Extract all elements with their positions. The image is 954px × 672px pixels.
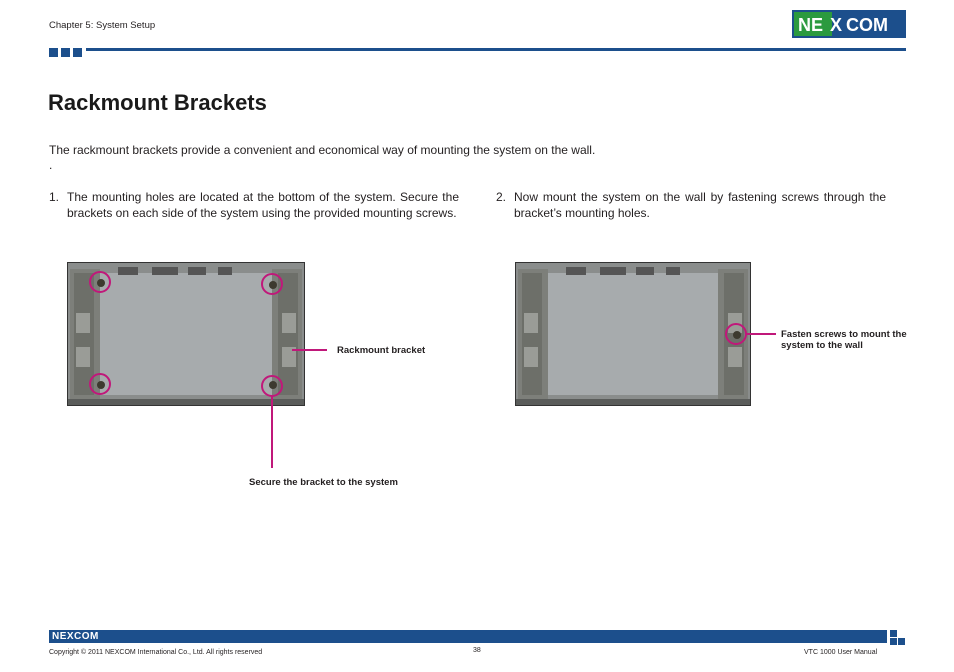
step-text: Now mount the system on the wall by fastening screws through the bracket’s mounting holes.	[514, 190, 886, 220]
manual-title: VTC 1000 User Manual	[804, 649, 878, 656]
step-2	[496, 189, 886, 221]
wall-mount-photo	[515, 262, 751, 406]
callout-rackmount-bracket: Rackmount bracket	[337, 345, 426, 356]
footer-bar	[49, 630, 887, 643]
page-number: 38	[473, 647, 481, 654]
svg-text:X: X	[830, 15, 843, 35]
step-number: 1.	[49, 190, 60, 204]
intro-paragraph: The rackmount brackets provide a convenient and economical way of mounting the system on the wall.	[49, 143, 596, 157]
step-text: The mounting holes are located at the bottom of the system. Secure the brackets on each side of the system using the provided mounting screws.	[67, 190, 459, 220]
callout-secure-bracket: Secure the bracket to the system	[249, 477, 398, 488]
chapter-label: Chapter 5: System Setup	[49, 20, 156, 31]
step-number: 2.	[496, 190, 507, 204]
callout-fasten-screws: Fasten screws to mount the system to the wall	[781, 329, 907, 351]
bracket-photo	[67, 262, 305, 406]
nexcom-logo	[792, 10, 906, 38]
stray-mark: .	[49, 158, 53, 172]
page-title: Rackmount Brackets	[48, 90, 267, 115]
step-1	[49, 189, 459, 221]
svg-text:NE: NE	[798, 15, 824, 35]
copyright-text: Copyright © 2011 NEXCOM International Co., Ltd. All rights reserved	[49, 649, 263, 656]
header-rule	[86, 48, 906, 51]
svg-text:COM: COM	[846, 15, 888, 35]
footer-logo: NEXCOM	[52, 631, 99, 642]
